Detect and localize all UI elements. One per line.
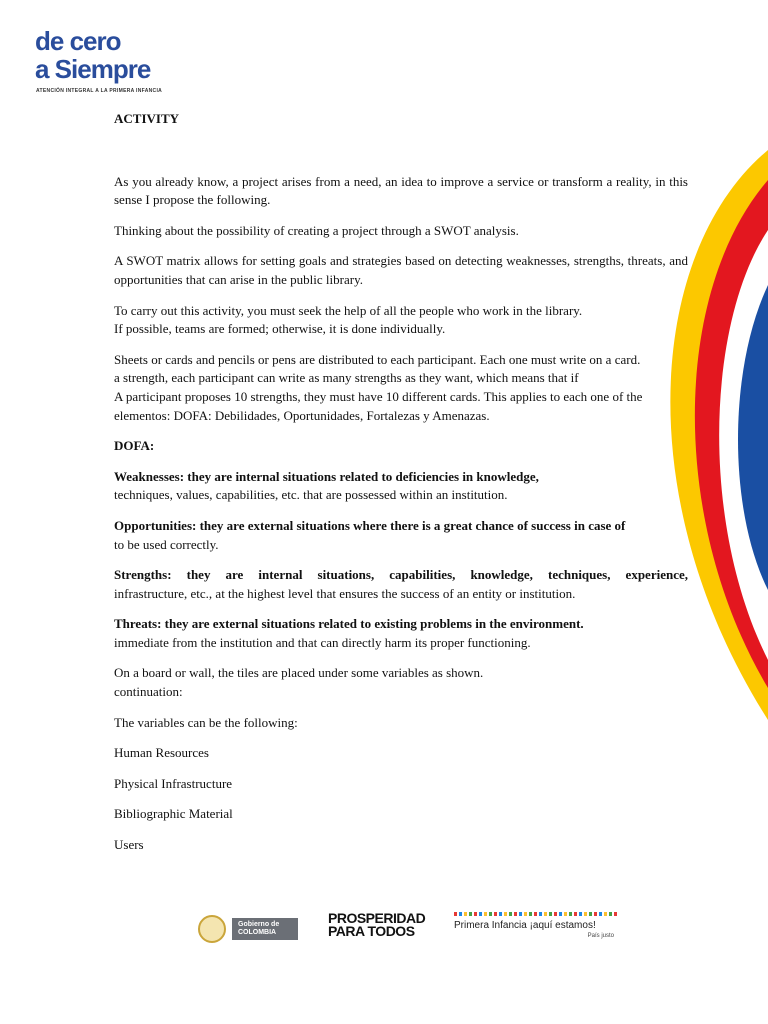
strengths-continuation: infrastructure, etc., at the highest level that ensures the success of an entity or institution. bbox=[114, 585, 576, 601]
logo-line-1: de cero bbox=[35, 26, 121, 56]
teams-text: If possible, teams are formed; otherwise, it is done individually. bbox=[114, 321, 446, 337]
threats-definition: Threats: they are external situations related to existing problems in the environment. bbox=[114, 616, 584, 632]
swot-paragraph: Thinking about the possibility of creating a project through a SWOT analysis. bbox=[114, 222, 519, 238]
cards-text-1: Sheets or cards and pencils or pens are distributed to each participant. Each one must write on a card. bbox=[114, 351, 641, 367]
primera-infancia-logo bbox=[454, 912, 624, 939]
coat-of-arms-icon bbox=[198, 915, 226, 943]
variable-item: Physical Infrastructure bbox=[114, 775, 233, 791]
gobierno-colombia-logo bbox=[198, 914, 298, 944]
opportunities-definition: Opportunities: they are external situations where there is a great chance of success in case of bbox=[114, 517, 626, 533]
variable-item: Bibliographic Material bbox=[114, 806, 233, 822]
threats-continuation: immediate from the institution and that can directly harm its proper functioning. bbox=[114, 634, 531, 650]
prosperidad-logo: PROSPERIDAD PARA TODOS bbox=[328, 910, 426, 939]
intro-paragraph: As you already know, a project arises from a need, an idea to improve a service or transform a reality, in this sense I propose the following. bbox=[114, 173, 688, 208]
primera-infancia-text: Primera Infancia ¡aquí estamos! bbox=[454, 920, 596, 931]
matrix-paragraph: A SWOT matrix allows for setting goals and strategies based on detecting weaknesses, strengths, threats, and opportunities that can arise in the public library. bbox=[114, 253, 688, 287]
de-cero-a-siempre-logo bbox=[30, 28, 170, 100]
board-text: On a board or wall, the tiles are placed under some variables as shown. bbox=[114, 665, 484, 681]
footer-logos bbox=[198, 910, 628, 956]
document-body bbox=[114, 110, 688, 867]
cards-text-2: a strength, each participant can write as many strengths as they want, which means that if bbox=[114, 370, 579, 386]
library-help-text: To carry out this activity, you must seek the help of all the people who work in the library. bbox=[114, 302, 583, 318]
logo-line-2: a Siempre bbox=[35, 54, 151, 84]
logo-subtitle: ATENCIÓN INTEGRAL A LA PRIMERA INFANCIA bbox=[36, 88, 163, 94]
dofa-heading: DOFA: bbox=[114, 438, 155, 454]
colored-dots-decoration bbox=[454, 912, 619, 916]
variable-item: Human Resources bbox=[114, 745, 209, 761]
pais-justo-text: País justo bbox=[587, 933, 614, 939]
page-title: ACTIVITY bbox=[114, 111, 180, 126]
strengths-definition: Strengths: they are internal situations, capabilities, knowledge, techniques, experience, bbox=[114, 567, 688, 583]
weaknesses-continuation: techniques, values, capabilities, etc. that are possessed within an institution. bbox=[114, 487, 508, 503]
opportunities-continuation: to be used correctly. bbox=[114, 536, 219, 552]
weaknesses-definition: Weaknesses: they are internal situations related to deficiencies in knowledge, bbox=[114, 468, 539, 484]
gobierno-label: Gobierno de COLOMBIA bbox=[232, 918, 298, 940]
variables-intro: The variables can be the following: bbox=[114, 714, 298, 730]
board-continuation: continuation: bbox=[114, 684, 183, 700]
variable-item: Users bbox=[114, 837, 144, 853]
cards-text-3: A participant proposes 10 strengths, they must have 10 different cards. This applies to each one of the elementos: DOFA: Debilidades, Oportunidades, Fortalezas y Amenazas. bbox=[114, 388, 643, 423]
